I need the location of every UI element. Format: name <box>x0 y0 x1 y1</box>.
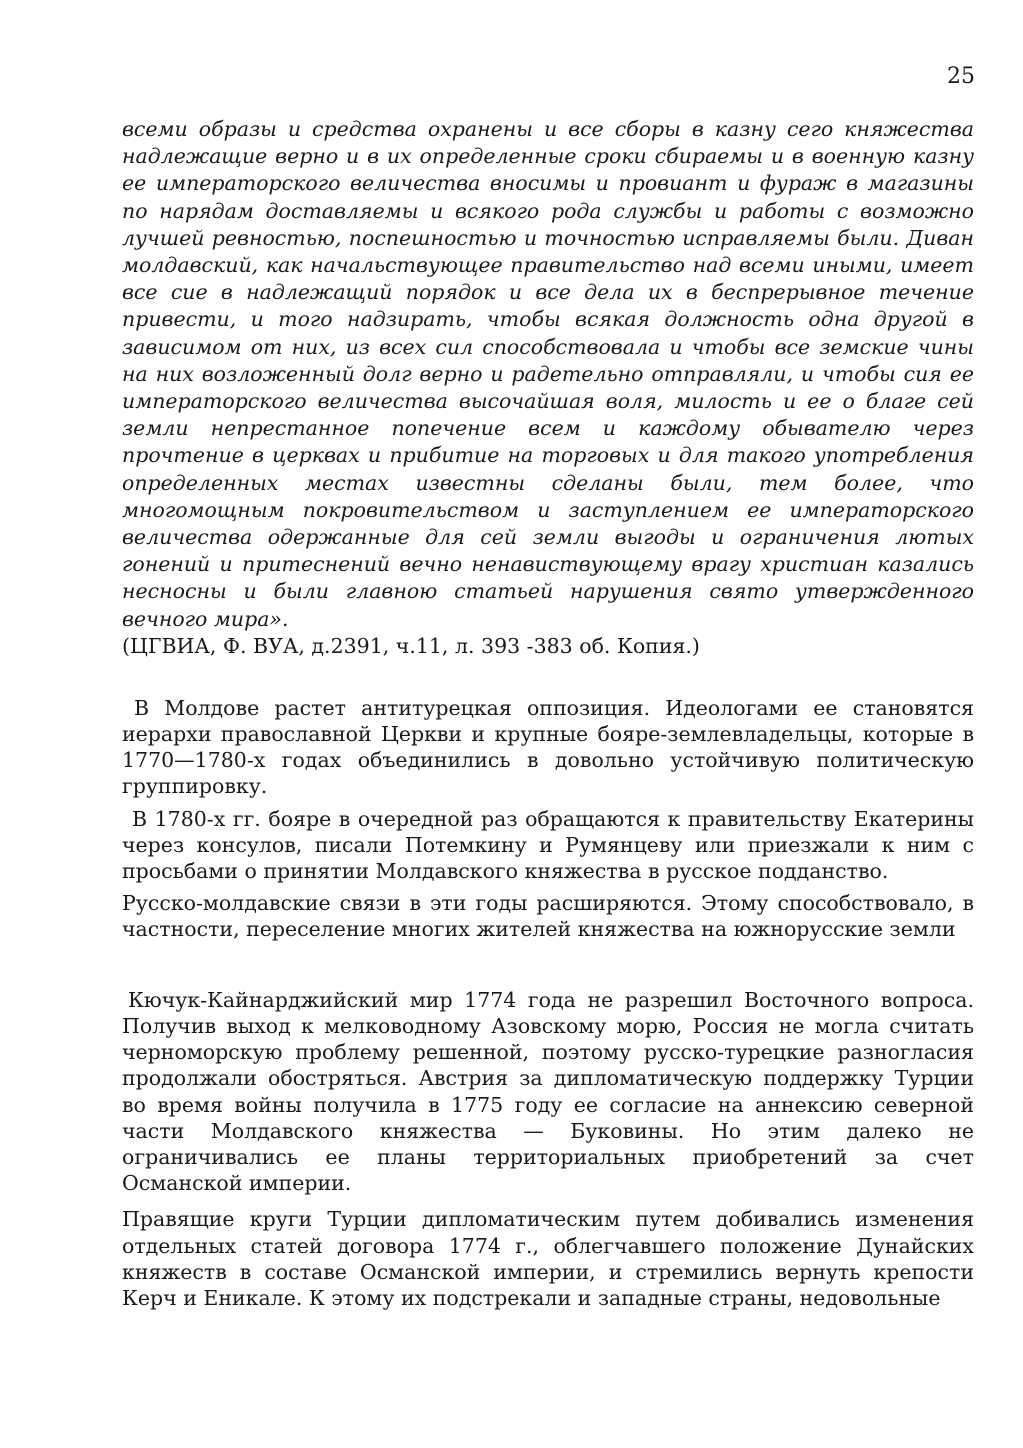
archive-citation: (ЦГВИА, Ф. ВУА, д.2391, ч.11, л. 393 -383 об. Копия.) <box>122 633 700 658</box>
body-paragraph: Русско-молдавские связи в эти годы расширяются. Этому способствовало, в частности, переселение многих жителей княжества на южнорусские земли <box>122 891 974 942</box>
quoted-passage: всеми образы и средства охранены и все сборы в казну сего княжества надлежащие верно и в их определенные сроки сбираемы и в военную казну ее императорского величества вносимы и провиант и фураж в магазины по нарядам доставляемы и всякого рода службы и работы с возможно лучшей ревностью, поспешностью и точностью исправляемы были. Диван молдавский, как начальствующее правительство над всеми иными, имеет все сие в надлежащий порядок и все дела их в беспрерывное течение привести, и того надзирать, чтобы всякая должность одна другой в зависимом от них, из всех сил способствовала и чтобы все земские чины на них возложенный долг верно и радетельно отправляли, и чтобы сия ее императорского величества высочайшая воля, милость и ее о благе сей земли непрестанное попечение всем и каждому обывателю через прочтение в церквах и прибитие на торговых и для такого употребления определенных местах известны сделаны были, тем более, что многомощным покровительством и заступлением ее императорского величества одержанные для сей земли выгоды и ограничения лютых гонений и притеснений вечно ненавиствующему врагу христиан казались несносны и были главною статьей нарушения свято утвержденного вечного мира». <box>122 117 974 631</box>
text-column <box>122 116 974 1311</box>
body-paragraph: Кючук-Кайнарджийский мир 1774 года не разрешил Восточного вопроса. Получив выход к мелководному Азовскому морю, Россия не могла считать черноморскую проблему решенной, поэтому русско-турецкие разногласия продолжали обостряться. Австрия за дипломатическую поддержку Турции во время войны получила в 1775 году ее согласие на аннексию северной части Молдавского княжества — Буковины. Но этим далеко не ограничивались ее планы территориальных приобретений за счет Османской империи. <box>122 987 974 1196</box>
body-paragraph: В 1780-х гг. бояре в очередной раз обращаются к правительству Екатерины через консулов, писали Потемкину и Румянцеву или приезжали к ним с просьбами о принятии Молдавского княжества в русское подданство. <box>122 806 974 884</box>
page-number: 25 <box>947 64 975 89</box>
body-paragraph: В Молдове растет антитурецкая оппозиция. Идеологами ее становятся иерархи православной Церкви и крупные бояре-землевладельцы, которые в 1770—1780-х годах объединились в довольно устойчивую политическую группировку. <box>122 695 974 799</box>
body-paragraph: Правящие круги Турции дипломатическим путем добивались изменения отдельных статей договора 1774 г., облегчавшего положение Дунайских княжеств в составе Османской империи, и стремились вернуть крепости Керч и Еникале. К этому их подстрекали и западные страны, недовольные <box>122 1207 974 1310</box>
